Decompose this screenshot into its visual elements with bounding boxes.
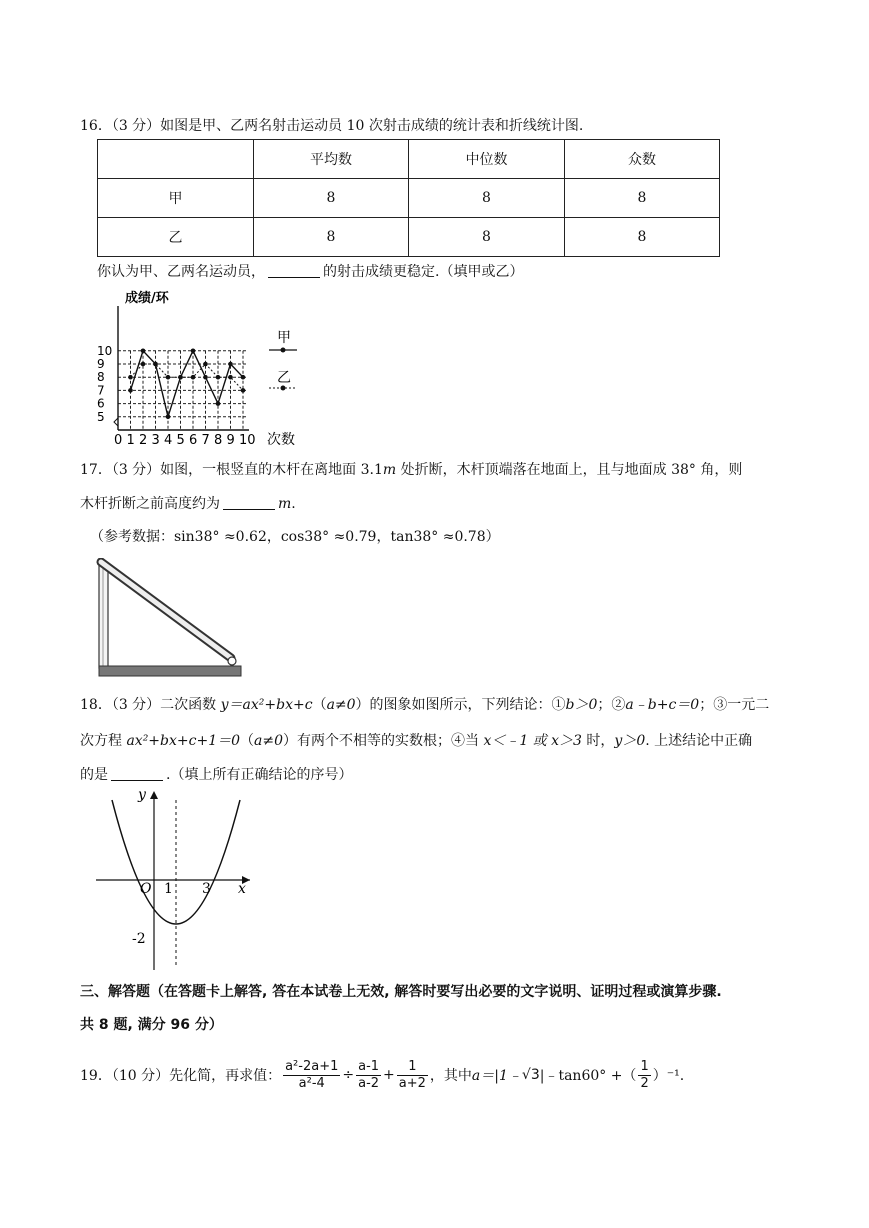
q16-prompt-before: 你认为甲、乙两名运动员， — [97, 264, 265, 280]
y-tick-label: 10 — [97, 343, 113, 358]
y-axis-arrow — [150, 791, 158, 799]
q18-l1-g: ；③一元二 — [699, 697, 770, 713]
series-line-jia — [131, 351, 244, 417]
fraction-2-denominator: a-2 — [358, 1075, 380, 1091]
data-point — [203, 362, 208, 367]
parabola-graph — [92, 785, 262, 975]
data-point — [228, 375, 233, 380]
q18-equation: ax²+bx+c+1＝0 — [126, 733, 241, 749]
pole-tip — [228, 657, 236, 665]
table-row — [98, 218, 720, 257]
data-point — [141, 362, 146, 367]
chart-ticks — [97, 344, 256, 448]
fraction-half — [638, 1059, 650, 1092]
fraction-2-numerator: a-1 — [358, 1058, 380, 1074]
q18-l2-a: 次方程 — [80, 733, 127, 749]
q17-line2-end: . — [291, 496, 296, 512]
table-header-cell: 平均数 — [254, 140, 409, 179]
legend-label-yi: 乙 — [277, 370, 291, 386]
legend-dot-yi — [281, 386, 286, 391]
q18-l1-e: ；② — [597, 697, 626, 713]
q19-line — [80, 1055, 684, 1095]
answer-blank[interactable] — [111, 766, 163, 781]
table-cell: 甲 — [98, 179, 254, 218]
ground — [99, 666, 241, 676]
data-point — [128, 388, 133, 393]
q18-l1-b: （ — [312, 697, 327, 713]
data-point — [153, 362, 158, 367]
y-tick-label: 7 — [97, 383, 105, 398]
data-point — [241, 375, 246, 380]
q18-conclusion-2: a﹣b+c＝0 — [625, 697, 700, 713]
section3-heading-line2: 共 8 题, 满分 96 分） — [80, 1017, 223, 1033]
q18-cond: a≠0 — [326, 697, 356, 713]
table-cell: 8 — [409, 179, 565, 218]
answer-blank[interactable] — [223, 495, 275, 510]
data-point — [128, 375, 133, 380]
q18-l2-c: ）有两个不相等的实数根；④当 — [283, 733, 484, 749]
half-numerator: 1 — [640, 1058, 649, 1074]
q18-y-pos: y＞0 — [614, 733, 646, 749]
fraction-3-numerator: 1 — [397, 1059, 428, 1076]
tick-neg2-label: -2 — [132, 931, 146, 947]
q19-after-sqrt: |﹣tan60° +（ — [539, 1068, 637, 1084]
q17-line1-a: 17．（3 分）如图，一根竖直的木杆在离地面 3.1 — [80, 462, 383, 478]
q18-l1-c: ）的图象如图所示，下列结论：① — [355, 697, 566, 713]
tick-1-label: 1 — [164, 881, 173, 897]
y-tick-label: 5 — [97, 409, 105, 424]
chart-grid — [118, 351, 246, 430]
q17-line1 — [80, 460, 742, 480]
data-point — [203, 375, 208, 380]
table-header-cell: 众数 — [565, 140, 720, 179]
x-tick-label: 3 — [151, 433, 160, 448]
x-tick-label: 9 — [226, 433, 235, 448]
pole-fallen-inner — [101, 562, 231, 658]
chart-xlabel: 次数 — [267, 432, 295, 448]
fraction-1-denominator: a²-4 — [298, 1075, 325, 1091]
x-tick-label: 0 — [114, 433, 123, 448]
q19-prefix: 19．（10 分）先化简，再求值： — [80, 1068, 282, 1084]
q17-unit: m — [382, 462, 397, 478]
fraction-1-numerator: a²-2a+1 — [285, 1058, 339, 1074]
q18-range: x＜﹣1 或 x＞3 — [483, 733, 582, 749]
divide-sign: ÷ — [342, 1067, 355, 1083]
data-point — [216, 401, 221, 406]
tick-3-label: 3 — [202, 881, 211, 897]
x-tick-label: 1 — [126, 433, 135, 448]
data-point — [241, 388, 246, 393]
fraction-1 — [283, 1059, 340, 1092]
section3-heading-line1: 三、解答题（在答题卡上解答, 答在本试卷上无效, 解答时要写出必要的文字说明、证明过程或演算步骤. — [80, 984, 722, 1000]
table-header-cell: 中位数 — [409, 140, 565, 179]
stats-table — [97, 139, 720, 257]
y-tick-label: 6 — [97, 396, 105, 411]
x-tick-label: 6 — [189, 433, 198, 448]
data-point — [191, 375, 196, 380]
y-tick-label: 8 — [97, 370, 105, 385]
data-point — [191, 349, 196, 354]
q16-text: 16．（3 分）如图是甲、乙两名射击运动员 10 次射击成绩的统计表和折线统计图. — [80, 118, 584, 134]
chart-ylabel: 成绩/环 — [125, 291, 169, 306]
y-tick-label: 9 — [97, 357, 105, 371]
q18-conclusion-1: b＞0 — [565, 697, 598, 713]
data-point — [216, 375, 221, 380]
data-point — [166, 415, 171, 420]
table-cell: 8 — [254, 179, 409, 218]
chart-series — [128, 349, 245, 420]
q18-l1-a: 18．（3 分）二次函数 — [80, 697, 221, 713]
fraction-2 — [356, 1059, 381, 1092]
broken-pole-figure — [95, 558, 245, 680]
x-axis-label: x — [238, 881, 246, 897]
table-cell: 8 — [254, 218, 409, 257]
table-cell: 乙 — [98, 218, 254, 257]
q18-l3-a: 的是 — [80, 767, 108, 783]
table-header-cell — [98, 140, 254, 179]
q18-l2-e: 时， — [581, 733, 615, 749]
legend-dot-jia — [281, 348, 286, 353]
q18-l2-b: （ — [240, 733, 255, 749]
legend-label-jia: 甲 — [277, 330, 291, 346]
q18-function: y＝ax²+bx+c — [220, 697, 313, 713]
origin-label: O — [140, 881, 152, 897]
y-axis-label: y — [138, 787, 146, 803]
x-tick-label: 4 — [164, 433, 173, 448]
fraction-3 — [397, 1059, 428, 1092]
q16-prompt — [97, 262, 523, 282]
data-point — [141, 349, 146, 354]
x-tick-label: 7 — [201, 433, 210, 448]
x-tick-label: 8 — [214, 433, 223, 448]
x-tick-label: 5 — [176, 433, 185, 448]
q18-line3 — [80, 765, 352, 785]
q18-l3-b: .（填上所有正确结论的序号） — [166, 767, 353, 783]
sqrt-three: √3 — [521, 1067, 540, 1083]
x-tick-label: 10 — [239, 433, 256, 448]
q16-prompt-after: 的射击成绩更稳定.（填甲或乙） — [323, 264, 524, 280]
q17-line2-a: 木杆折断之前高度约为 — [80, 496, 220, 512]
data-point — [166, 375, 171, 380]
table-row — [98, 179, 720, 218]
table-header-row — [98, 140, 720, 179]
table-cell: 8 — [409, 218, 565, 257]
q17-reference: （参考数据：sin38° ≈0.62，cos38° ≈0.79，tan38° ≈0.78） — [90, 529, 500, 545]
q17-unit: m — [278, 496, 292, 512]
x-tick-label: 2 — [139, 433, 148, 448]
q19-a-equals: a＝|1﹣ — [471, 1068, 522, 1084]
plus-sign: + — [383, 1067, 395, 1083]
fraction-3-denominator: a+2 — [398, 1075, 426, 1091]
q18-line2 — [80, 731, 752, 751]
q19-mid: ，其中 — [429, 1068, 472, 1084]
data-point — [228, 362, 233, 367]
q18-line1 — [80, 695, 769, 715]
answer-blank[interactable] — [268, 263, 320, 278]
table-cell: 8 — [565, 218, 720, 257]
table-cell: 8 — [565, 179, 720, 218]
q18-l2-g: . 上述结论中正确 — [645, 733, 753, 749]
q17-line1-b: 处折断，木杆顶端落在地面上，且与地面成 38° 角，则 — [396, 462, 743, 478]
data-point — [178, 375, 183, 380]
chart-legend — [269, 330, 297, 391]
q18-cond: a≠0 — [254, 733, 283, 749]
q19-power: ）⁻¹. — [652, 1068, 685, 1084]
half-denominator: 2 — [640, 1075, 649, 1091]
q17-line2 — [80, 494, 296, 514]
shooting-line-chart — [95, 288, 315, 448]
